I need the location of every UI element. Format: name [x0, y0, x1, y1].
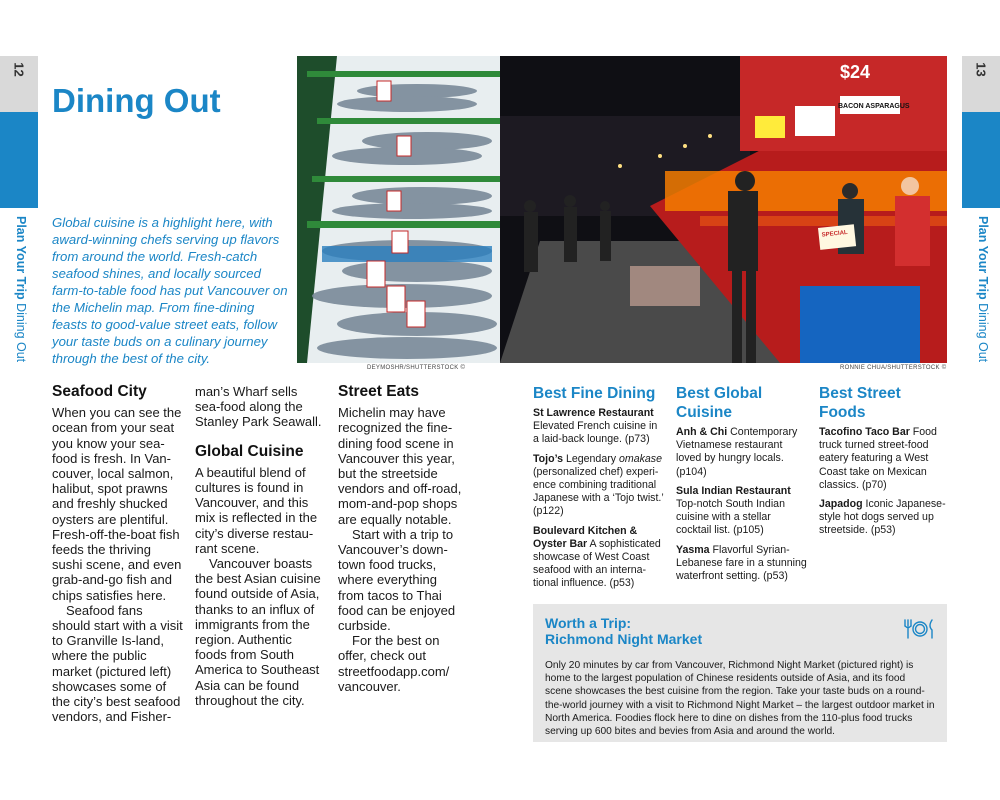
worth-trip-body: Only 20 minutes by car from Vancouver, Richmond Night Market (pictured right) is home to the largest population of Chinese residents outside of Asia, and its food scene showcases the best cuisine from the region. Take your taste buds on a round-the-world journey with a visit to Richmond Night Market – the largest outdoor market in North America. Foodies flock here to dine on dishes from the 110-plus food trucks serving up 600 bites and bevies from Asia and around the world. [545, 660, 935, 738]
side-label-left [0, 216, 38, 386]
photo-credit-right: RONNIE CHUA/SHUTTERSTOCK © [840, 365, 947, 371]
best-global-heading: Best Global Cuisine [676, 385, 763, 421]
column-street [338, 384, 466, 694]
entry-name: Yasma [676, 543, 710, 556]
photo-credit-left: DEYMOSHR/SHUTTERSTOCK © [367, 365, 466, 371]
cutlery-plate-icon [903, 618, 935, 645]
best-street-heading: Best Street Foods [819, 385, 901, 421]
list-item [533, 453, 665, 519]
best-fine-heading: Best Fine Dining [533, 385, 656, 402]
list-item [533, 407, 665, 447]
entry-name: Japadog [819, 498, 863, 511]
list-item [676, 485, 808, 538]
entry-name: Tacofino Taco Bar [819, 426, 910, 438]
page-number-left: 12 [11, 62, 27, 77]
entry-name: St Lawrence Restaurant [533, 407, 654, 419]
list-item [533, 525, 665, 591]
worth-trip-line1: Worth a Trip: [545, 615, 632, 631]
side-label-subsection-right: Dining Out [976, 303, 990, 363]
entry-name: Tojo’s [533, 452, 564, 465]
entry-text: Top-notch South Indian cuisine with a stellar cocktail list. (p105) [676, 498, 785, 537]
seafood-p2-cont: man’s Wharf sells sea-food along the Stanley Park Seawall. [195, 384, 322, 430]
worth-trip-heading [545, 615, 935, 647]
side-label-section-right: Plan Your Trip [976, 216, 990, 300]
worth-trip-line2: Richmond Night Market [545, 631, 703, 647]
entry-text: Iconic Japanese-style hot dogs served up streetside. (p53) [819, 498, 946, 537]
list-item [676, 426, 808, 479]
best-street-foods [819, 384, 951, 544]
list-item [819, 498, 951, 538]
global-p2: Vancouver boasts the best Asian cuisine found outside of Asia, thanks to an influx of immigrants from the region. Authentic foods from South America to Southeast Asia can be found throughout the city. [195, 556, 321, 708]
side-label-section: Plan Your Trip [14, 216, 28, 300]
price-sign: $24 [840, 62, 871, 82]
entry-text: Flavorful Syrian-Lebanese fare in a stunning waterfront setting. (p53) [676, 543, 807, 583]
entry-text: A sophisticated showcase of West Coast seafood with an interna-tional influence. (p53) [533, 537, 661, 590]
section-tab-left [0, 112, 38, 208]
worth-a-trip-box [533, 604, 947, 742]
column-seafood [52, 384, 184, 724]
section-tab-right [962, 112, 1000, 208]
bacon-sign: BACON ASPARAGUS [838, 103, 910, 110]
entry-text: Elevated French cuisine in a laid-back lounge. (p73) [533, 420, 658, 446]
street-p2: Start with a trip to Vancouver’s down-town food trucks, where everything from tacos to Thai food can be enjoyed curbside. [338, 526, 456, 634]
street-heading: Street Eats [338, 383, 419, 400]
entry-text-pre: Legendary [565, 452, 619, 465]
page-title: Dining Out [52, 82, 221, 119]
entry-text: Food truck turned street-food eatery featuring a West Coast take on Mexican classics. (p70) [819, 426, 937, 491]
list-item [819, 426, 951, 492]
night-market-photo [500, 56, 947, 363]
global-p1: A beautiful blend of cultures is found in Vancouver, and this mix is reflected in the city’s diverse restau-rant scene. [195, 464, 318, 556]
best-global-cuisine [676, 384, 808, 589]
entry-name: Anh & Chi [676, 426, 728, 438]
intro-text: Global cuisine is a highlight here, with award-winning chefs serving up flavors from around the world. Fresh-catch seafood shines, and locally sourced farm-to-table food has put Vancouver on the Michelin map. From fine-dining feasts to good-value street eats, follow your taste buds on a culinary journey through the best of the city. [52, 215, 288, 366]
column-global [195, 384, 325, 708]
side-label-right [962, 216, 1000, 386]
global-heading: Global Cuisine [195, 442, 304, 460]
street-p1: Michelin may have recognized the fine-dining food scene in Vancouver this year, but the streetside vendors and off-road, mom-and-pop shops are equally notable. [338, 405, 462, 527]
side-label-subsection: Dining Out [14, 303, 28, 363]
entry-name: Boulevard Kitchen & Oyster Bar [533, 524, 638, 550]
street-p3: For the best on offer, check out streetfoodapp.com/ vancouver. [338, 633, 450, 694]
special-sign: SPECIAL [821, 229, 849, 239]
list-item [676, 544, 808, 584]
best-fine-dining [533, 384, 665, 597]
entry-text: (personalized chef) experi-ence combining traditional Japanese with a ‘Tojo twist.’ (p122) [533, 465, 664, 518]
page-number-right: 13 [973, 62, 989, 77]
seafood-p1: When you can see the ocean from your seat you know your sea-food is fresh. In Van-couver, local salmon, halibut, spot prawns and freshly shucked oysters are plentiful. Fresh-off-the-boat fish feeds the thriving sushi scene, and even grab-and-go fish and chips satisfies here. [52, 405, 182, 603]
seafood-p2: Seafood fans should start with a visit to Granville Is-land, where the public market (pictured left) showcases some of the city’s best seafood vendors, and Fisher- [52, 602, 183, 725]
entry-text-italic: omakase [618, 452, 662, 465]
seafood-heading: Seafood City [52, 383, 147, 400]
entry-name: Sula Indian Restaurant [676, 484, 791, 497]
entry-text: Contemporary Vietnamese restaurant loved by hungry locals. (p104) [676, 426, 798, 478]
fish-market-photo [297, 56, 500, 363]
